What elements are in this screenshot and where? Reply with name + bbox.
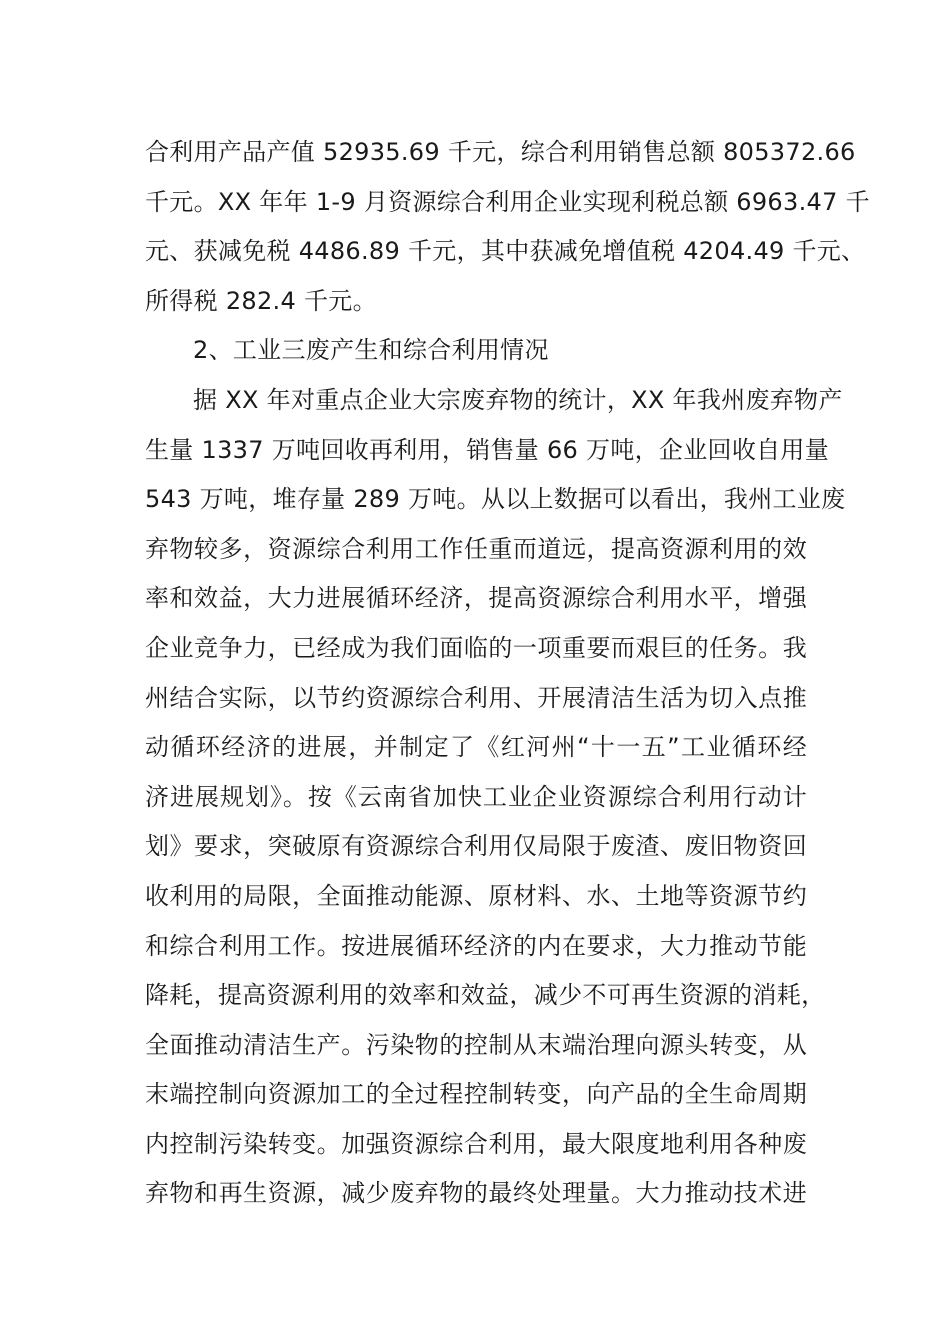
text-line: 动循环经济的进展，并制定了《红河州“十一五”工业循环经 [145,733,807,762]
text-line: 生量 1337 万吨回收再利用，销售量 66 万吨，企业回收自用量 [145,435,830,464]
text-line: 合利用产品产值 52935.69 千元，综合利用销售总额 805372.66 [145,138,856,166]
text-line: 收利用的局限，全面推动能源、原材料、水、土地等资源节约 [145,881,807,910]
body-text [145,128,870,1219]
text-line: 划》要求，突破原有资源综合利用仅局限于废渣、废旧物资回 [145,832,807,861]
text-line: 内控制污染转变。加强资源综合利用，最大限度地利用各种废 [145,1129,807,1158]
section-heading: 2、工业三废产生和综合利用情况 [193,336,549,365]
text-line: 率和效益，大力进展循环经济，提高资源综合利用水平，增强 [145,584,807,613]
text-line: 末端控制向资源加工的全过程控制转变，向产品的全生命周期 [145,1080,807,1109]
text-line: 弃物和再生资源，减少废弃物的最终处理量。大力推动技术进 [145,1179,807,1208]
text-line: 济进展规划》。按《云南省加快工业企业资源综合利用行动计 [145,782,807,811]
text-line: 元、获减免税 4486.89 千元，其中获减免增值税 4204.49 千元、 [145,237,866,266]
text-line: 据 XX 年对重点企业大宗废弃物的统计，XX 年我州废弃物产 [193,385,843,414]
text-line: 企业竞争力，已经成为我们面临的一项重要而艰巨的任务。我 [145,633,807,662]
text-line: 降耗，提高资源利用的效率和效益，减少不可再生资源的消耗， [145,981,826,1010]
text-line: 所得税 282.4 千元。 [145,286,377,315]
text-line: 千元。XX 年年 1-9 月资源综合利用企业实现利税总额 6963.47 千 [145,187,870,216]
text-line: 全面推动清洁生产。污染物的控制从末端治理向源头转变，从 [145,1030,807,1059]
text-line: 州结合实际，以节约资源综合利用、开展清洁生活为切入点推 [145,683,807,712]
text-line: 和综合利用工作。按进展循环经济的内在要求，大力推动节能 [145,931,807,960]
text-line: 543 万吨，堆存量 289 万吨。从以上数据可以看出，我州工业废 [145,485,846,514]
text-line: 弃物较多，资源综合利用工作任重而道远，提高资源利用的效 [145,534,807,563]
